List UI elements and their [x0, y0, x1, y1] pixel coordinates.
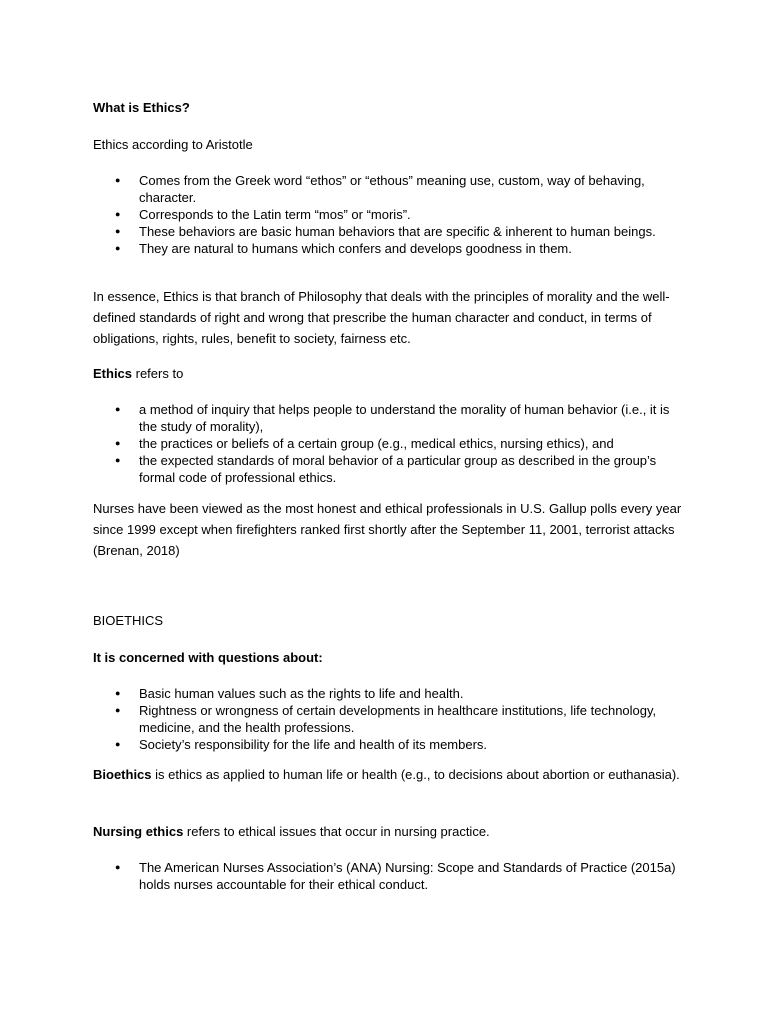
nurses-paragraph: Nurses have been viewed as the most honest and ethical professionals in U.S. Gallup polls every year since 1999 except when firefighters ranked first shortly after the September 11, 2001, terrorist attacks (Brenan, 2018) [93, 501, 682, 558]
list-item: ● Society’s responsibility for the life and health of its members. [139, 736, 684, 753]
list-item: ● Rightness or wrongness of certain developments in healthcare institutions, life technology, medicine, and the health professions. [139, 702, 684, 736]
list-item: ● They are natural to humans which confers and develops goodness in them. [139, 240, 684, 257]
bioethics-definition [93, 764, 683, 785]
bioethics-term: Bioethics [93, 767, 152, 782]
nursing-ethics-text: refers to ethical issues that occur in nursing practice. [183, 824, 490, 839]
nursing-ethics-term: Nursing ethics [93, 824, 184, 839]
list-item: ● Comes from the Greek word “ethos” or “ethous” meaning use, custom, way of behaving, character. [139, 172, 684, 206]
bioethics-def-text: is ethics as applied to human life or health (e.g., to decisions about abortion or euthanasia). [151, 767, 680, 782]
concerned-label: It is concerned with questions about: [93, 650, 323, 665]
ethics-term: Ethics [93, 366, 133, 381]
list-item: ● Corresponds to the Latin term “mos” or “moris”. [139, 206, 684, 223]
ethics-refers-text: refers to [132, 366, 184, 381]
aristotle-label: Ethics according to Aristotle [93, 137, 253, 152]
page-title: What is Ethics? [93, 100, 190, 115]
concerned-list [139, 685, 684, 753]
nursing-ethics-line [93, 824, 683, 839]
essence-paragraph: In essence, Ethics is that branch of Philosophy that deals with the principles of morality and the well-defined standards of right and wrong that prescribe the human character and conduct, in terms of obligations, rights, rules, benefit to society, fairness etc. [93, 289, 670, 346]
aristotle-list [139, 172, 684, 257]
list-item: ● These behaviors are basic human behaviors that are specific & inherent to human beings. [139, 223, 684, 240]
ethics-list [139, 401, 684, 486]
list-item: ● a method of inquiry that helps people to understand the morality of human behavior (i.e., it is the study of morality), [139, 401, 684, 435]
list-item: ● Basic human values such as the rights to life and health. [139, 685, 684, 702]
list-item: ● The American Nurses Association’s (ANA) Nursing: Scope and Standards of Practice (2015a) holds nurses accountable for their ethical conduct. [139, 859, 684, 893]
list-item: ● the practices or beliefs of a certain group (e.g., medical ethics, nursing ethics), and [139, 435, 684, 452]
nursing-list [139, 859, 684, 893]
bioethics-heading: BIOETHICS [93, 613, 164, 628]
ethics-refers-line [93, 366, 683, 381]
list-item: ● the expected standards of moral behavior of a particular group as described in the group’s formal code of professional ethics. [139, 452, 684, 486]
